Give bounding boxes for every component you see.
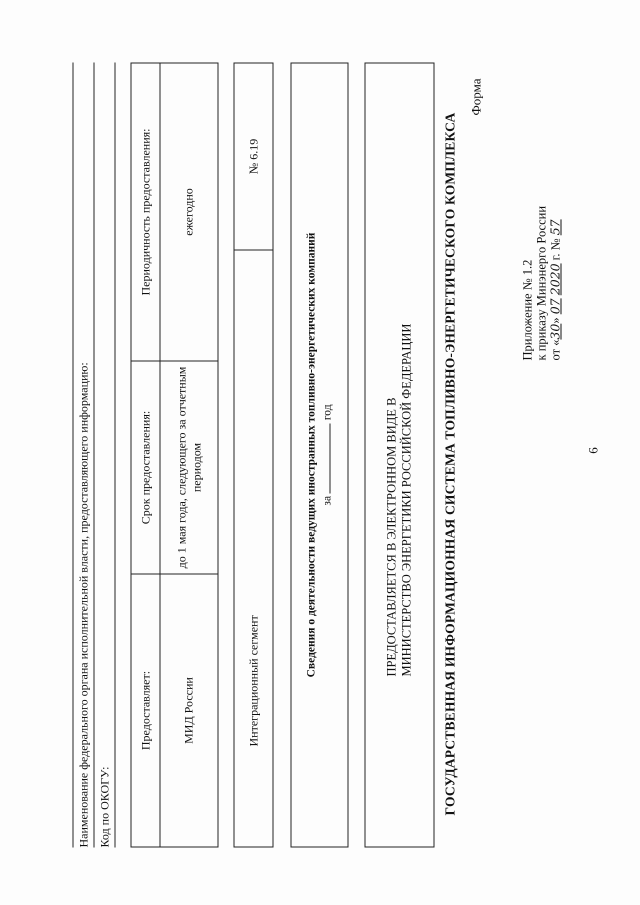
annex-line-3 [548,30,562,360]
footer-okogu-row [93,62,115,847]
annex-date-prefix: от « [548,339,562,360]
value-deadline: до 1 мая года, следующего за отчетным периодом [160,361,218,574]
report-box-cell [291,63,348,847]
value-provider: МИД России [160,574,218,847]
segment-label: Интеграционный сегмент [245,614,260,746]
segment-number: № 6.19 [245,138,260,174]
report-box [290,62,348,847]
authority-label: Наименование федерального органа исполнительной власти, предоставляющего информацию: [76,361,90,847]
report-period-prefix: за [321,495,333,506]
submission-table [130,62,218,847]
header-provider: Предоставляет: [131,574,160,847]
header-periodicity: Периодичность предоставления: [131,63,160,361]
page-number: 6 [585,446,600,454]
header-deadline: Срок предоставления: [131,361,160,574]
report-title: Сведения о деятельности ведущих иностранных топливно-энергетических компаний [305,232,317,677]
okogu-label: Код по ОКОГУ: [97,766,111,847]
report-year-blank [329,423,330,493]
form-label: Форма [468,78,483,115]
submission-box [364,62,434,847]
segment-number-cell [234,63,273,250]
annex-line-1: Приложение № 1.2 [520,259,534,360]
annex-header [520,30,562,360]
footer-fields [72,62,115,847]
footer-authority-row [72,62,93,847]
annex-year: 2020 [547,262,562,295]
annex-order-number: 57 [547,218,562,235]
main-title: ГОСУДАРСТВЕННАЯ ИНФОРМАЦИОННАЯ СИСТЕМА ТОПЛИВНО-ЭНЕРГЕТИЧЕСКОГО КОМПЛЕКСА [442,112,457,815]
submission-line-2: МИНИСТЕРСТВО ЭНЕРГЕТИКИ РОССИЙСКОЙ ФЕДЕРАЦИИ [399,323,413,676]
report-period [319,64,335,845]
annex-date-mid: » [548,313,562,324]
segment-box [233,62,273,847]
submission-box-cell [365,63,434,847]
submission-line-1: ПРЕДОСТАВЛЯЕТСЯ В ЭЛЕКТРОННОМ ВИДЕ В [384,397,398,676]
annex-day: 30 [547,323,562,340]
value-periodicity: ежегодно [160,63,218,361]
segment-label-cell [234,250,273,847]
annex-line-2: к приказу Минэнерго России [534,205,548,360]
annex-number-prefix: г. № [548,234,562,263]
annex-month: 07 [547,297,562,314]
report-period-suffix: год [321,403,333,420]
